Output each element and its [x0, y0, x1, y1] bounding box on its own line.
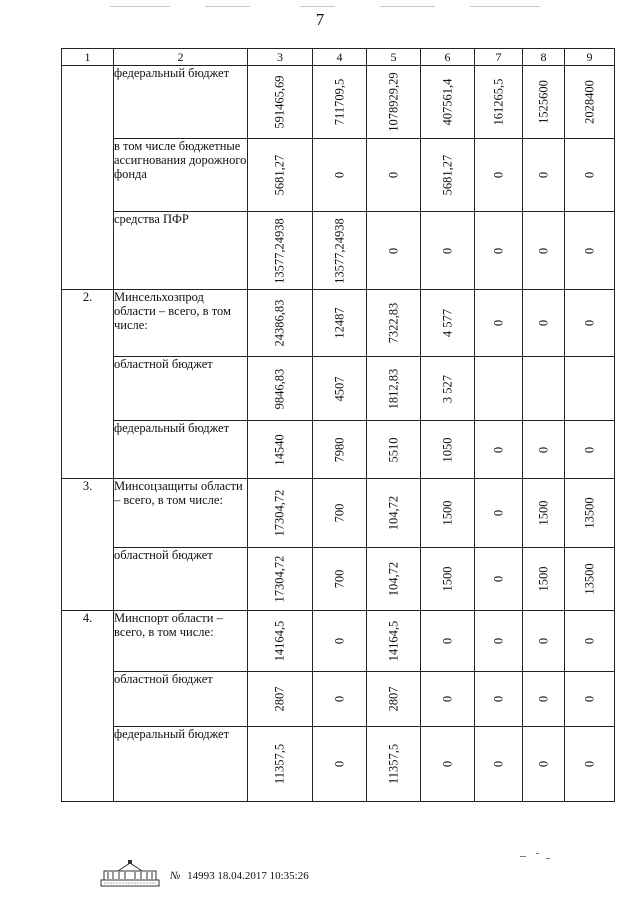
cell-value: 0 — [332, 171, 346, 179]
value-cell — [313, 672, 367, 727]
cell-value: 1500 — [440, 566, 454, 592]
value-cell — [475, 548, 523, 611]
value-cell — [475, 290, 523, 357]
cell-value: 0 — [536, 247, 550, 254]
cell-value: 11357,5 — [272, 743, 287, 785]
value-cell — [475, 139, 523, 212]
cell-value: 5681,27 — [440, 154, 454, 196]
cell-value: 1500 — [536, 566, 550, 592]
cell-value: 0 — [332, 760, 346, 768]
value-cell — [367, 548, 421, 611]
value-cell — [367, 421, 421, 479]
table-row — [62, 139, 615, 212]
registration-stamp — [170, 870, 309, 882]
value-cell — [313, 290, 367, 357]
cell-value: 13500 — [582, 563, 596, 595]
value-cell — [565, 672, 615, 727]
cell-value: 5681,27 — [272, 154, 287, 196]
cell-value: 0 — [536, 171, 550, 179]
scan-artifact — [536, 853, 539, 854]
cell-value: 0 — [582, 319, 596, 327]
cell-value: 14164,5 — [386, 620, 400, 662]
cell-value: 13577,24938 — [332, 217, 346, 284]
scan-artifact — [546, 858, 550, 859]
value-cell — [523, 727, 565, 802]
table-row — [62, 212, 615, 290]
cell-value: 0 — [440, 247, 454, 254]
cell-value: 1500 — [536, 500, 550, 526]
cell-value: 2807 — [272, 686, 287, 712]
value-cell — [523, 139, 565, 212]
cell-value: 1500 — [440, 500, 454, 526]
value-cell — [421, 212, 475, 290]
value-cell — [248, 611, 313, 672]
cell-value: 1525600 — [536, 80, 550, 124]
row-label: областной бюджет — [114, 672, 248, 727]
scan-artifact — [110, 6, 170, 7]
value-cell — [421, 727, 475, 802]
row-label: Минсельхозпрод области – всего, в том числе: — [114, 290, 248, 357]
value-cell — [565, 290, 615, 357]
cell-value: 5510 — [386, 437, 400, 462]
cell-value: 11357,5 — [386, 743, 400, 785]
cell-value: 0 — [491, 509, 505, 517]
column-header-8: 8 — [523, 49, 565, 66]
scan-artifact — [300, 6, 335, 7]
cell-value: 2028400 — [582, 80, 596, 124]
value-cell — [475, 672, 523, 727]
value-cell — [313, 479, 367, 548]
value-cell — [367, 290, 421, 357]
value-cell — [367, 479, 421, 548]
value-cell — [367, 66, 421, 139]
building-stamp-icon — [100, 860, 162, 888]
row-label: федеральный бюджет — [114, 727, 248, 802]
cell-value: 104,72 — [386, 495, 400, 531]
value-cell — [313, 66, 367, 139]
value-cell — [565, 548, 615, 611]
value-cell — [523, 548, 565, 611]
value-cell — [313, 212, 367, 290]
cell-value: 0 — [332, 637, 346, 645]
value-cell — [248, 66, 313, 139]
value-cell — [523, 479, 565, 548]
table-row — [62, 548, 615, 611]
value-cell — [367, 611, 421, 672]
value-cell — [523, 290, 565, 357]
value-cell — [313, 421, 367, 479]
table-row — [62, 290, 615, 357]
cell-value: 13500 — [582, 497, 596, 529]
value-cell — [565, 479, 615, 548]
cell-value: 0 — [536, 446, 550, 453]
value-cell — [475, 479, 523, 548]
value-cell — [421, 421, 475, 479]
table-row — [62, 611, 615, 672]
value-cell — [367, 212, 421, 290]
table-row — [62, 357, 615, 421]
cell-value: 0 — [491, 446, 505, 453]
value-cell — [367, 357, 421, 421]
cell-value: 0 — [491, 575, 505, 583]
value-cell — [248, 139, 313, 212]
value-cell — [421, 672, 475, 727]
value-cell — [367, 727, 421, 802]
column-header-1: 1 — [62, 49, 114, 66]
row-label: Минсоцзащиты области – всего, в том числе: — [114, 479, 248, 548]
cell-value: 700 — [332, 569, 346, 589]
value-cell — [523, 421, 565, 479]
value-cell — [421, 611, 475, 672]
cell-value: 0 — [536, 319, 550, 327]
table-row — [62, 66, 615, 139]
row-label: федеральный бюджет — [114, 421, 248, 479]
value-cell — [565, 611, 615, 672]
value-cell — [367, 672, 421, 727]
cell-value: 0 — [582, 247, 596, 254]
cell-value: 0 — [491, 171, 505, 179]
value-cell — [565, 421, 615, 479]
cell-value: 1812,83 — [386, 368, 400, 409]
cell-value: 591465,69 — [272, 75, 287, 129]
budget-table — [61, 48, 615, 802]
value-cell — [475, 611, 523, 672]
scan-artifact — [205, 6, 250, 7]
value-cell — [248, 421, 313, 479]
value-cell — [475, 727, 523, 802]
column-header-9: 9 — [565, 49, 615, 66]
row-number: 2. — [62, 290, 114, 479]
value-cell — [565, 212, 615, 290]
row-label: в том числе бюджетные ассигнования дорожного фонда — [114, 139, 248, 212]
cell-value: 1078929,29 — [386, 72, 400, 132]
value-cell — [313, 548, 367, 611]
row-number: 4. — [62, 611, 114, 802]
value-cell — [313, 139, 367, 212]
cell-value: 0 — [491, 247, 505, 254]
column-header-7: 7 — [475, 49, 523, 66]
cell-value: 9846,83 — [272, 368, 287, 409]
value-cell — [421, 290, 475, 357]
row-number — [62, 66, 114, 290]
value-cell — [523, 357, 565, 421]
column-header-6: 6 — [421, 49, 475, 66]
header-row — [62, 49, 615, 66]
number-sign: № — [170, 870, 181, 882]
value-cell — [523, 212, 565, 290]
cell-value: 7980 — [332, 437, 346, 462]
cell-value: 0 — [491, 637, 505, 645]
cell-value: 0 — [440, 760, 454, 768]
cell-value: 12487 — [332, 307, 346, 339]
cell-value: 14540 — [272, 433, 287, 466]
value-cell — [248, 548, 313, 611]
value-cell — [313, 727, 367, 802]
page-number: 7 — [315, 10, 325, 29]
value-cell — [475, 212, 523, 290]
cell-value: 0 — [491, 319, 505, 327]
row-label: средства ПФР — [114, 212, 248, 290]
table-row — [62, 479, 615, 548]
cell-value: 0 — [582, 171, 596, 179]
cell-value: 0 — [536, 695, 550, 703]
value-cell — [248, 672, 313, 727]
table-row — [62, 727, 615, 802]
cell-value: 4507 — [332, 376, 346, 401]
cell-value: 13577,24938 — [272, 217, 287, 284]
row-label: Минспорт области – всего, в том числе: — [114, 611, 248, 672]
cell-value: 2807 — [386, 686, 400, 712]
value-cell — [248, 212, 313, 290]
registration-text: 14993 18.04.2017 10:35:26 — [187, 870, 309, 882]
cell-value: 0 — [440, 695, 454, 703]
value-cell — [475, 421, 523, 479]
cell-value: 17304,72 — [272, 555, 287, 603]
cell-value: 24386,83 — [272, 299, 287, 347]
cell-value: 0 — [440, 637, 454, 645]
cell-value: 0 — [582, 637, 596, 645]
cell-value: 4 577 — [440, 308, 454, 338]
table-row — [62, 672, 615, 727]
cell-value: 0 — [536, 760, 550, 768]
cell-value: 0 — [582, 446, 596, 453]
value-cell — [421, 66, 475, 139]
row-number: 3. — [62, 479, 114, 611]
row-label: федеральный бюджет — [114, 66, 248, 139]
cell-value: 14164,5 — [272, 620, 287, 662]
column-header-3: 3 — [248, 49, 313, 66]
cell-value: 104,72 — [386, 561, 400, 597]
value-cell — [421, 479, 475, 548]
value-cell — [421, 548, 475, 611]
cell-value: 3 527 — [440, 374, 454, 403]
cell-value: 17304,72 — [272, 489, 287, 537]
scan-artifact — [470, 6, 540, 7]
value-cell — [313, 611, 367, 672]
column-header-4: 4 — [313, 49, 367, 66]
value-cell — [523, 672, 565, 727]
value-cell — [367, 139, 421, 212]
cell-value: 0 — [386, 171, 400, 179]
cell-value: 0 — [582, 695, 596, 703]
value-cell — [248, 479, 313, 548]
scan-artifact — [380, 6, 435, 7]
value-cell — [565, 66, 615, 139]
row-label: областной бюджет — [114, 548, 248, 611]
scan-artifact — [520, 856, 526, 857]
cell-value: 0 — [582, 760, 596, 768]
cell-value: 711709,5 — [332, 78, 346, 126]
value-cell — [421, 139, 475, 212]
cell-value: 407561,4 — [440, 78, 454, 126]
table-row — [62, 421, 615, 479]
cell-value: 161265,5 — [491, 78, 505, 126]
value-cell — [565, 357, 615, 421]
cell-value: 1050 — [440, 437, 454, 462]
value-cell — [565, 139, 615, 212]
column-header-2: 2 — [114, 49, 248, 66]
column-header-5: 5 — [367, 49, 421, 66]
cell-value: 7322,83 — [386, 302, 400, 344]
cell-value: 0 — [332, 695, 346, 703]
value-cell — [475, 357, 523, 421]
value-cell — [248, 357, 313, 421]
cell-value: 0 — [536, 637, 550, 645]
cell-value: 0 — [386, 247, 400, 254]
cell-value: 700 — [332, 503, 346, 523]
value-cell — [313, 357, 367, 421]
value-cell — [523, 66, 565, 139]
value-cell — [421, 357, 475, 421]
value-cell — [248, 290, 313, 357]
value-cell — [248, 727, 313, 802]
value-cell — [475, 66, 523, 139]
cell-value: 0 — [491, 695, 505, 703]
value-cell — [565, 727, 615, 802]
value-cell — [523, 611, 565, 672]
row-label: областной бюджет — [114, 357, 248, 421]
cell-value: 0 — [491, 760, 505, 768]
